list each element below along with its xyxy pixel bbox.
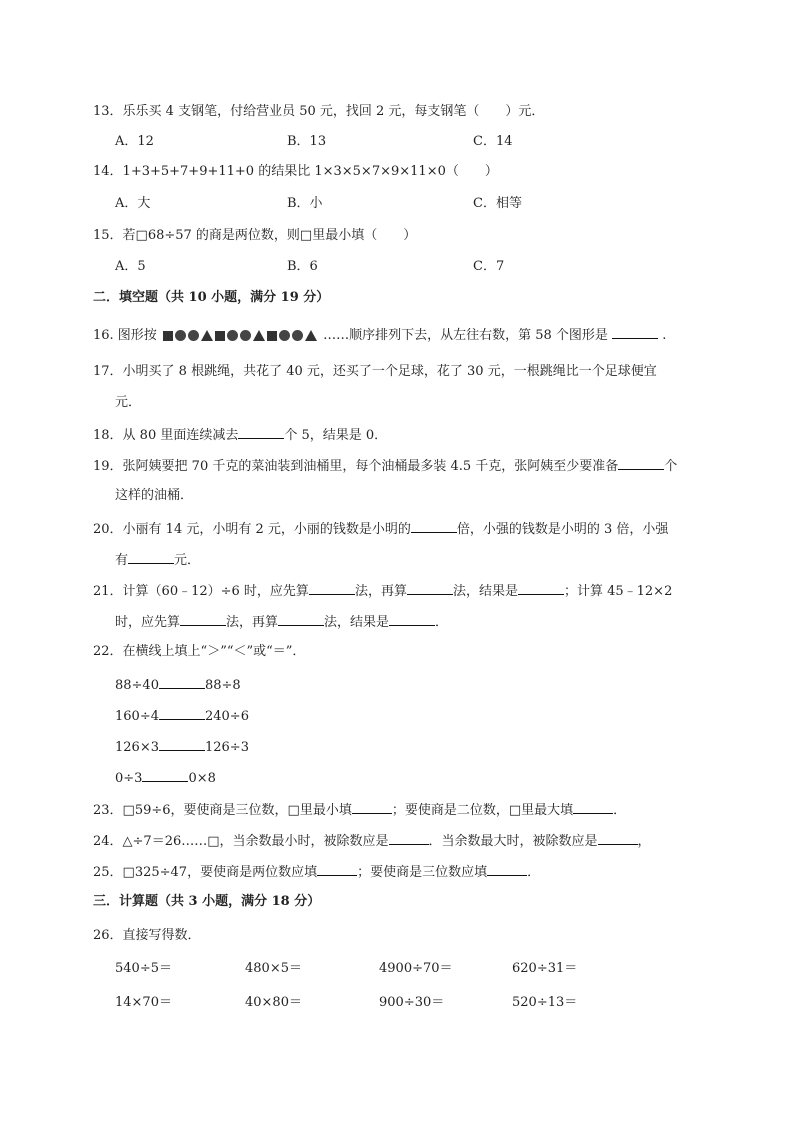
q25-text: 25．□325÷47，要使商是两位数应填	[93, 865, 318, 880]
question-17-line-1: 17．小明买了 8 根跳绳，共花了 40 元，还买了一个足球，花了 30 元，一根跳绳比一个足球便宜	[93, 364, 657, 379]
triangle-icon	[305, 330, 317, 341]
calc-item: 4900÷70＝	[379, 961, 453, 976]
question-17-line-2: 元．	[115, 395, 142, 410]
q13-option-b: B．13	[287, 134, 327, 149]
q21-text: 法，结果是	[324, 615, 390, 630]
calc-item: 480×5＝	[245, 961, 302, 976]
square-icon	[267, 331, 277, 341]
calc-item: 40×80＝	[245, 995, 302, 1010]
compare-left: 160÷4	[115, 709, 159, 724]
calc-item: 900÷30＝	[379, 995, 445, 1010]
answer-blank[interactable]	[618, 457, 664, 470]
answer-blank[interactable]	[487, 863, 527, 876]
triangle-icon	[201, 330, 213, 341]
compare-row	[115, 738, 249, 756]
q24-text: ，	[637, 834, 651, 849]
q23-text: ．	[613, 803, 627, 818]
circle-icon	[292, 330, 303, 341]
question-25	[93, 863, 540, 881]
circle-icon	[188, 330, 199, 341]
compare-left: 88÷40	[115, 678, 159, 693]
compare-right: 126÷3	[204, 740, 249, 755]
q15-option-b: B．6	[287, 259, 318, 274]
question-26: 26．直接写得数．	[93, 928, 201, 943]
question-13: 13．乐乐买 4 支钢笔，付给营业员 50 元，找回 2 元，每支钢笔（ ）元．	[93, 104, 545, 119]
compare-right: 0×8	[188, 771, 216, 786]
q25-text: ；要使商是三位数应填	[357, 865, 488, 880]
q18-prefix: 18．从 80 里面连续减去	[93, 428, 239, 443]
compare-right: 240÷6	[204, 709, 249, 724]
answer-blank[interactable]	[180, 613, 226, 626]
circle-icon	[240, 330, 251, 341]
answer-blank[interactable]	[278, 613, 324, 626]
question-19-line-2: 这样的油桶．	[115, 488, 194, 503]
circle-icon	[175, 330, 186, 341]
answer-blank[interactable]	[317, 863, 357, 876]
q16-end: .	[662, 328, 667, 343]
square-icon	[215, 331, 225, 341]
q24-text: ．当余数最大时，被除数应是	[428, 834, 598, 849]
compare-row	[115, 769, 216, 787]
q19-prefix: 19．张阿姨要把 70 千克的菜油装到油桶里，每个油桶最多装 4.5 千克，张阿姨至少要准备	[93, 459, 619, 474]
answer-blank[interactable]	[238, 426, 284, 439]
compare-row	[115, 707, 249, 725]
question-22: 22．在横线上填上“＞”“＜”或“＝”．	[93, 644, 306, 659]
q19-suffix: 个	[664, 459, 678, 474]
answer-blank[interactable]	[159, 676, 205, 689]
q23-text: ；要使商是二位数，□里最大填	[391, 803, 574, 818]
q25-text: ．	[527, 865, 541, 880]
question-20-line-1	[93, 520, 668, 538]
q14-option-b: B．小	[287, 196, 323, 211]
q20-suffix: 倍，小强的钱数是小明的 3 倍，小强	[456, 522, 669, 537]
circle-icon	[279, 330, 290, 341]
answer-blank[interactable]	[598, 832, 638, 845]
q24-text: 24．△÷7＝26……□，当余数最小时，被除数应是	[93, 834, 389, 849]
q20-line2-suffix: 元．	[174, 553, 201, 568]
calc-item: 540÷5＝	[115, 961, 172, 976]
answer-blank[interactable]	[159, 738, 205, 751]
compare-left: 0÷3	[115, 771, 143, 786]
answer-blank[interactable]	[352, 801, 392, 814]
question-15: 15．若□68÷57 的商是两位数，则□里最小填（ ）	[93, 228, 417, 243]
answer-blank[interactable]	[389, 613, 435, 626]
answer-blank[interactable]	[128, 551, 174, 564]
compare-row	[115, 676, 241, 694]
section-2-title: 二．填空题（共 10 小题，满分 19 分）	[93, 290, 330, 305]
calc-item: 620÷31＝	[512, 961, 578, 976]
question-16	[93, 326, 666, 344]
q21-text: 21．计算（60﹣12）÷6 时，应先算	[93, 584, 309, 599]
answer-blank[interactable]	[142, 769, 188, 782]
compare-left: 126×3	[115, 740, 159, 755]
answer-blank[interactable]	[389, 832, 429, 845]
q20-prefix: 20．小丽有 14 元，小明有 2 元，小丽的钱数是小明的	[93, 522, 411, 537]
answer-blank[interactable]	[309, 582, 355, 595]
q15-option-a: A．5	[115, 259, 146, 274]
q21-text: ；计算 45﹣12×2	[563, 584, 673, 599]
answer-blank[interactable]	[407, 582, 453, 595]
q13-option-c: C．14	[473, 134, 513, 149]
q14-option-a: A．大	[115, 196, 151, 211]
q16-prefix: 16. 图形按	[93, 328, 157, 343]
answer-blank[interactable]	[573, 801, 613, 814]
answer-blank[interactable]	[411, 520, 457, 533]
q21-text: 法，结果是	[452, 584, 518, 599]
q21-text: 时，应先算	[115, 615, 181, 630]
question-24	[93, 832, 651, 850]
shape-sequence	[163, 330, 317, 341]
q21-text: 法，再算	[226, 615, 279, 630]
q20-line2-prefix: 有	[115, 553, 129, 568]
q15-option-c: C．7	[473, 259, 505, 274]
q14-option-c: C．相等	[473, 196, 522, 211]
triangle-icon	[253, 330, 265, 341]
answer-blank[interactable]	[612, 326, 658, 339]
square-icon	[163, 331, 173, 341]
question-21-line-1	[93, 582, 672, 600]
question-19-line-1	[93, 457, 677, 475]
question-23	[93, 801, 626, 819]
circle-icon	[227, 330, 238, 341]
question-18	[93, 426, 387, 444]
q18-suffix: 个 5，结果是 0．	[284, 428, 388, 443]
q21-text: 法，再算	[354, 584, 407, 599]
question-20-line-2	[115, 551, 200, 569]
q16-suffix: ……顺序排列下去，从左往右数，第 58 个图形是	[323, 328, 608, 343]
answer-blank[interactable]	[159, 707, 205, 720]
compare-right: 88÷8	[204, 678, 241, 693]
calc-item: 14×70＝	[115, 995, 172, 1010]
question-21-line-2	[115, 613, 448, 631]
calc-item: 520÷13＝	[512, 995, 578, 1010]
answer-blank[interactable]	[518, 582, 564, 595]
q23-text: 23．□59÷6，要使商是三位数，□里最小填	[93, 803, 352, 818]
question-14: 14．1+3+5+7+9+11+0 的结果比 1×3×5×7×9×11×0（ ）	[93, 164, 498, 179]
section-3-title: 三．计算题（共 3 小题，满分 18 分）	[93, 894, 321, 909]
q21-text: ．	[435, 615, 449, 630]
q13-option-a: A．12	[115, 134, 154, 149]
